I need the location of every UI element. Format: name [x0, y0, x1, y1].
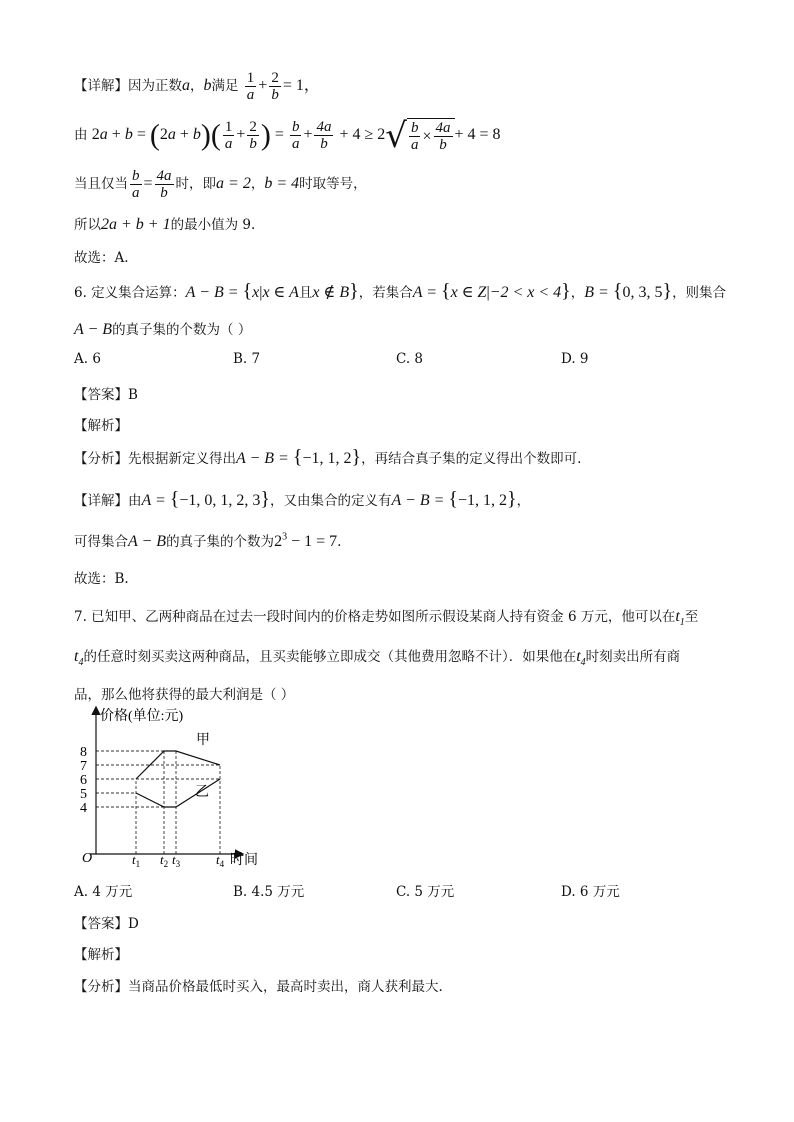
q6-analysis: 【解析】 — [74, 418, 128, 434]
y-tick-label: 4 — [80, 801, 87, 816]
x-tick-label: $t_3$ — [172, 852, 181, 869]
q6-result: 可得集合A − B的真子集的个数为$2^3 - 1 = 7$. — [74, 531, 342, 550]
q7-answer: 【答案】D — [74, 916, 139, 932]
fraction: $\frac{1}{a}$ — [246, 70, 255, 103]
q6-option-d[interactable]: D. 9 — [561, 351, 589, 367]
q6-detail: 【详解】由A = {−1, 0, 1, 2, 3}，又由集合的定义有A − B = {−1, 1, 2}， — [74, 488, 531, 510]
q6-stem-line-2: A − B的真子集的个数为（ ） — [74, 321, 252, 338]
q7-stem-line-2: $t_4$的任意时刻买卖这两种商品，且买卖能够立即成交（其他费用忽略不计）．如果他在$t_4$时刻卖出所有商 — [74, 648, 681, 669]
q7-option-a[interactable]: A. 4 万元 — [74, 884, 133, 900]
origin-label: O — [82, 851, 93, 866]
y-tick-label: 7 — [80, 759, 87, 774]
detail-line-2: 由 2a + b = (2a + b)( $\frac{1}{a}$ + $\frac{2}{b}$ ) = $\frac{b}{a}$ + $\frac{4a}{b}$ + 4 ≥ 2 √ $\frac{b}{a}$ × $\frac{4a}{b}$ + 4 = 8 — [74, 115, 501, 156]
x-tick-label: $t_1$ — [132, 852, 141, 869]
sqrt-symbol: √ $\frac{b}{a}$ × $\frac{4a}{b}$ — [385, 118, 454, 153]
detail-line-4: 所以2a + b + 1的最小值为 9. — [74, 216, 256, 233]
q7-stem-line-1: 7. 已知甲、乙两种商品在过去一段时间内的价格走势如图所示假设某商人持有资金 6 万元，他可以在$t_1$至 — [74, 608, 699, 629]
q7-option-d[interactable]: D. 6 万元 — [561, 884, 620, 900]
q6-option-b[interactable]: B. 7 — [233, 351, 261, 367]
series-label-yi: 乙 — [195, 785, 209, 800]
q6-fenxi: 【分析】先根据新定义得出A − B = {−1, 1, 2}，再结合真子集的定义得出个数即可. — [74, 446, 582, 468]
q6-stem-line-1: 6. 定义集合运算：A − B = {x|x ∈ A且x ∉ B}，若集合A = {x ∈ Z|−2 < x < 4}，B = {0, 3, 5}，则集合 — [74, 280, 727, 302]
price-trend-chart — [70, 704, 290, 872]
y-tick-label: 8 — [80, 745, 87, 760]
x-axis-label: 时间 — [230, 853, 258, 868]
q7-fenxi: 【分析】当商品价格最低时买入，最高时卖出，商人获利最大. — [74, 979, 443, 995]
q7-stem-line-3: 品，那么他将获得的最大利润是（ ） — [74, 687, 295, 703]
x-tick-label: $t_2$ — [160, 852, 169, 869]
x-tick-label: $t_4$ — [216, 852, 225, 869]
y-axis-label: 价格(单位:元) — [100, 709, 184, 724]
q6-option-a[interactable]: A. 6 — [74, 351, 101, 367]
y-tick-label: 6 — [80, 773, 87, 788]
q7-option-b[interactable]: B. 4.5 万元 — [233, 884, 305, 900]
choose-line: 故选：A. — [74, 250, 129, 266]
y-tick-label: 5 — [80, 787, 87, 802]
detail-line-1: 【详解】因为正数a，b满足 $\frac{1}{a}$ + $\frac{2}{b}$ = 1， — [74, 70, 320, 103]
fraction: $\frac{2}{b}$ — [271, 70, 279, 103]
q6-option-c[interactable]: C. 8 — [396, 351, 424, 367]
series-label-jia: 甲 — [196, 733, 210, 748]
detail-tag: 【详解】 — [74, 78, 128, 94]
q7-option-c[interactable]: C. 5 万元 — [396, 884, 455, 900]
q6-choose: 故选：B. — [74, 571, 129, 587]
detail-line-3: 当且仅当 $\frac{b}{a}$ = $\frac{4a}{b}$ 时，即a = 2，b = 4时取等号， — [74, 168, 367, 201]
q6-answer: 【答案】B — [74, 387, 138, 403]
q7-analysis: 【解析】 — [74, 947, 128, 963]
